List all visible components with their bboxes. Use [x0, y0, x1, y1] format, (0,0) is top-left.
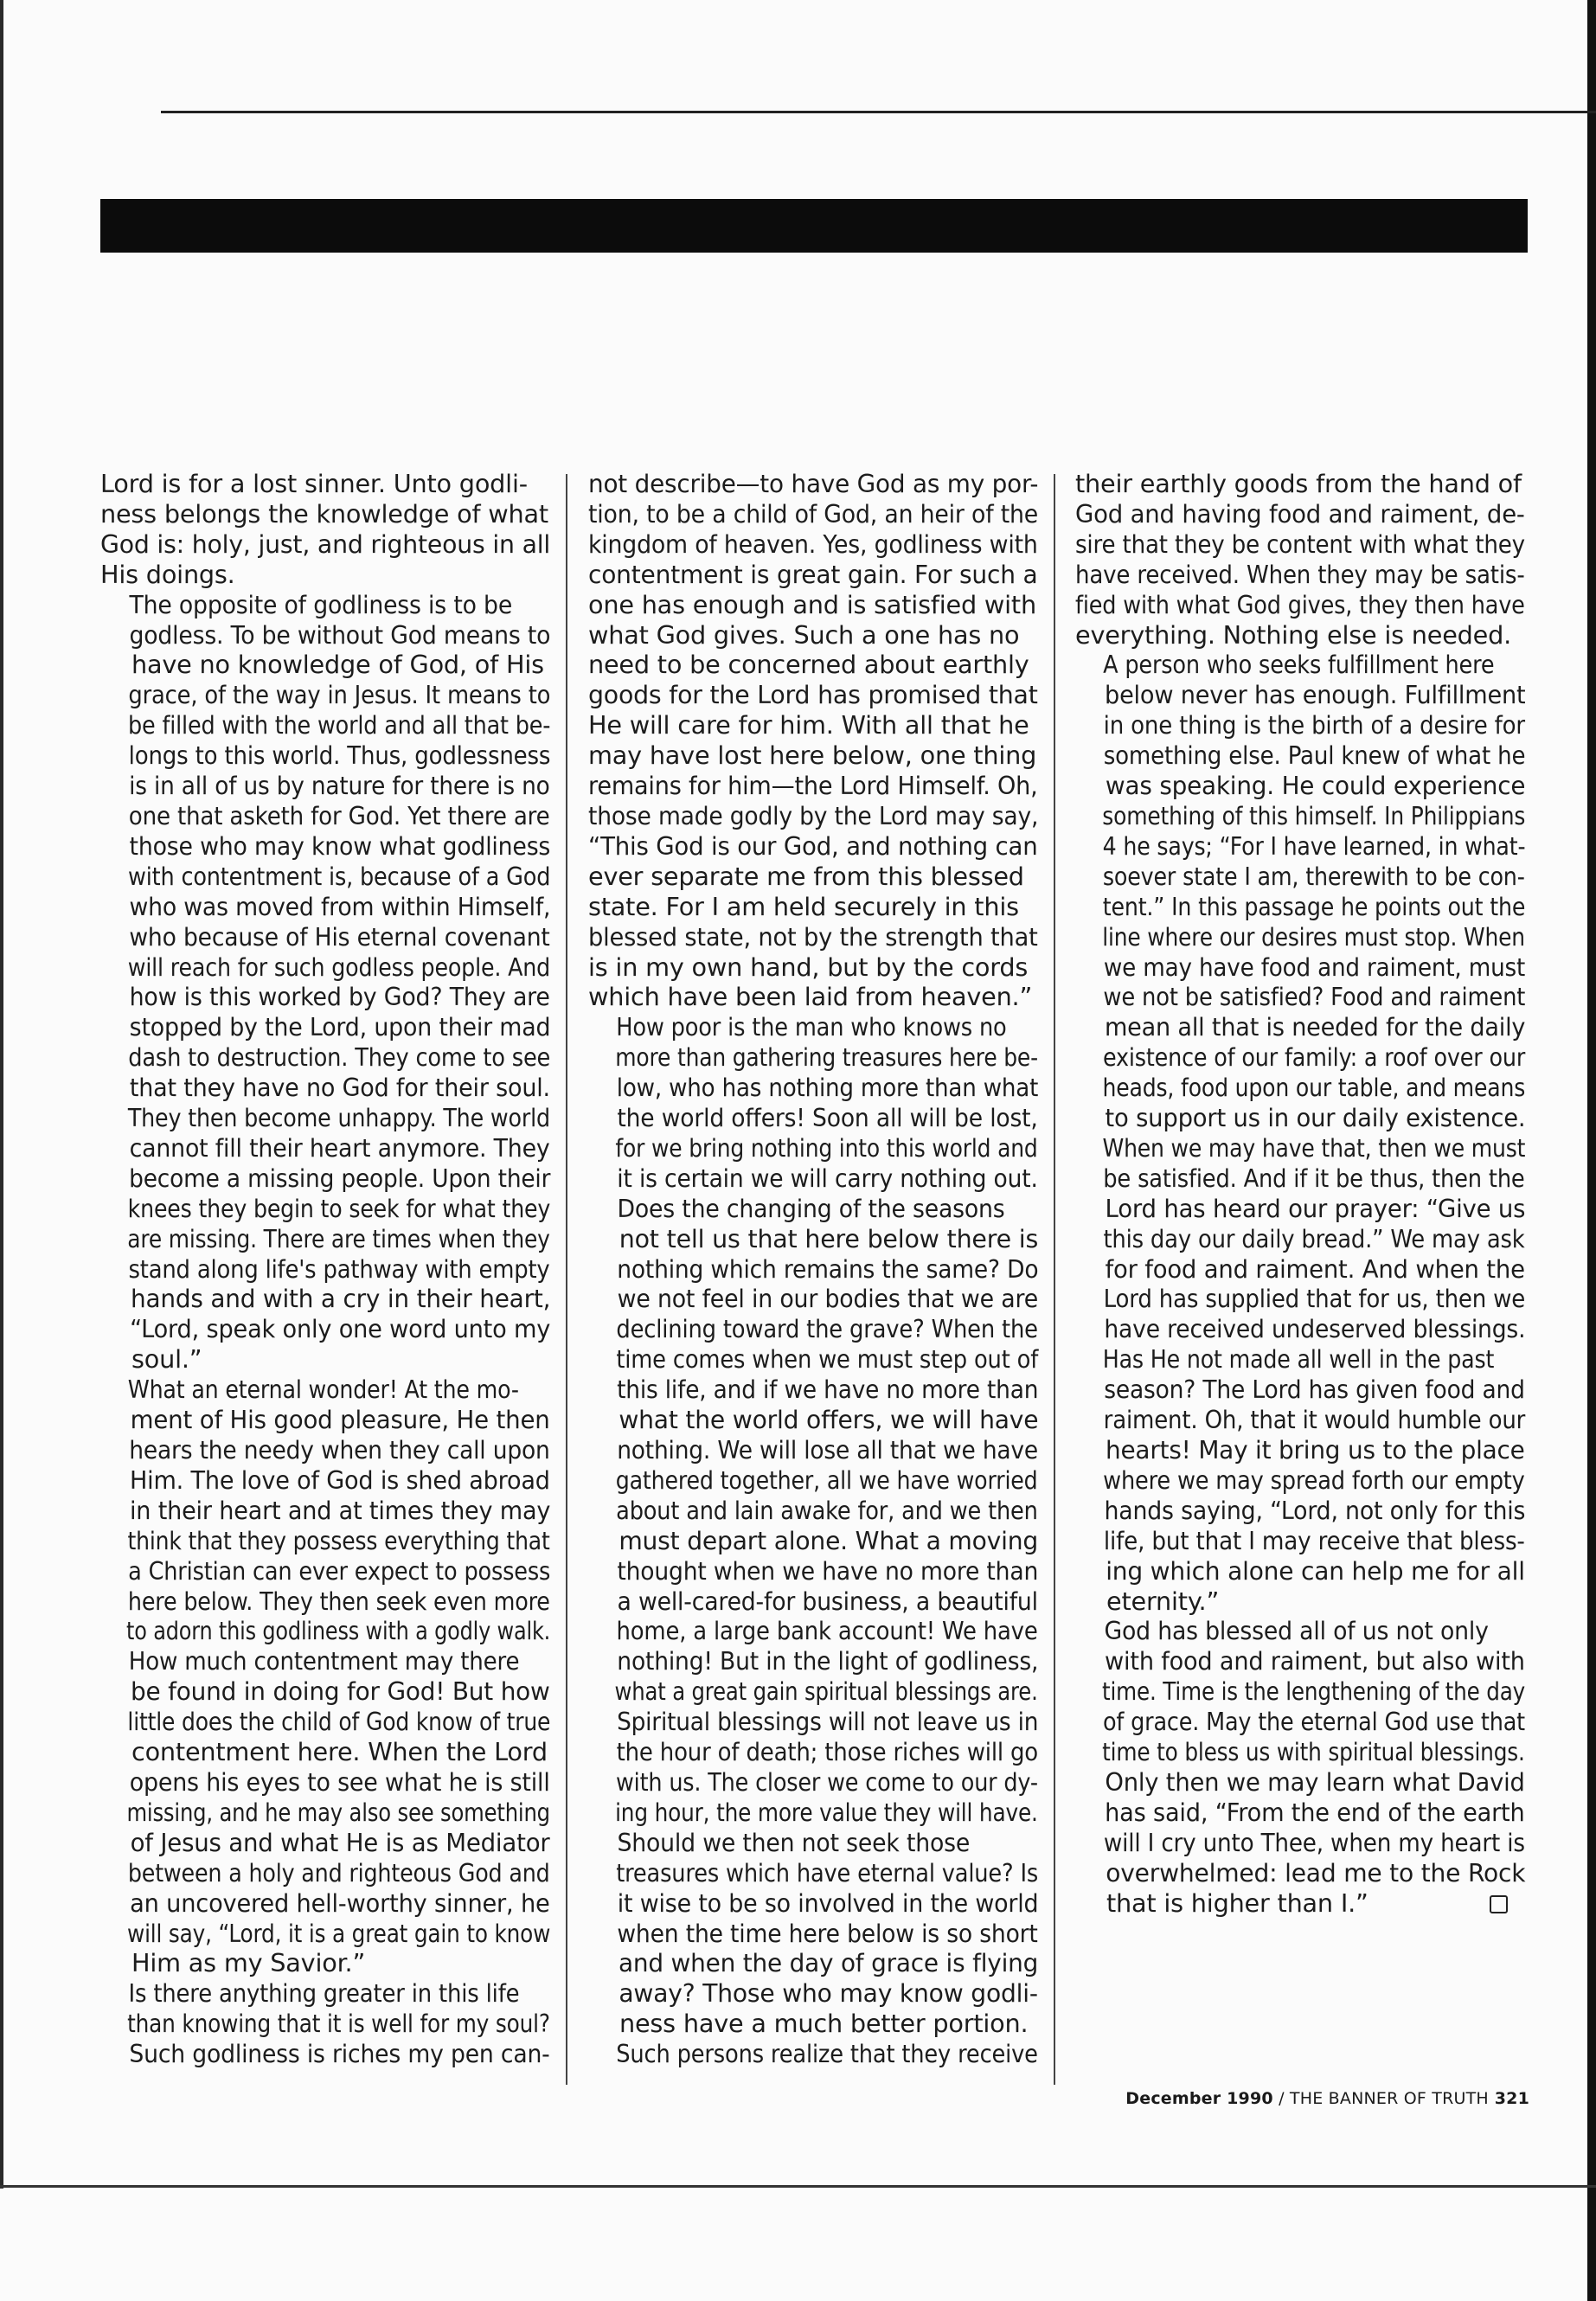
text-line: heads, food upon our table, and means — [1102, 1073, 1526, 1103]
text-line: it is certain we will carry nothing out. — [617, 1163, 1038, 1193]
text-line: How poor is the man who knows no — [616, 1012, 1007, 1042]
text-line: with contentment is, because of a God — [128, 861, 551, 891]
text-line: an uncovered hell-worthy sinner, he — [130, 1888, 550, 1918]
text-line: existence of our family: a roof over our — [1102, 1042, 1526, 1073]
text-line: He will care for him. With all that he — [588, 710, 1029, 740]
text-line: nothing. We will lose all that we have — [617, 1435, 1038, 1465]
text-line: must depart alone. What a moving — [619, 1525, 1039, 1555]
text-line: blessed state, not by the strength that — [588, 921, 1038, 952]
paragraph — [1075, 650, 1525, 1344]
text-line: raiment. Oh, that it would humble our — [1103, 1405, 1526, 1435]
text-column-3 — [1075, 469, 1525, 1919]
text-line: “This God is our God, and nothing can — [588, 830, 1038, 861]
text-line: Only then we may learn what David — [1105, 1766, 1525, 1797]
text-line: hearts! May it bring us to the place — [1105, 1435, 1525, 1465]
text-line: soever state I am, therewith to be con- — [1102, 861, 1525, 891]
text-line: this life, and if we have no more than — [617, 1375, 1039, 1405]
text-line: treasures which have eternal value? Is — [616, 1857, 1039, 1888]
text-line: when the time here below is so short — [617, 1918, 1038, 1948]
paragraph — [100, 1978, 550, 2069]
text-line: Lord has supplied that for us, then we — [1103, 1284, 1526, 1314]
text-line: what a great gain spiritual blessings are. — [614, 1676, 1038, 1707]
text-line: line where our desires must stop. When — [1102, 921, 1525, 952]
paragraph — [588, 1194, 1038, 1828]
text-line: What an eternal wonder! At the mo- — [127, 1375, 519, 1405]
paragraph — [1075, 1344, 1525, 1616]
text-line: will I cry unto Thee, when my heart is — [1103, 1827, 1525, 1857]
text-line: of grace. May the eternal God use that — [1103, 1707, 1525, 1737]
text-line: Him. The love of God is shed abroad — [129, 1465, 550, 1495]
text-line: ing which alone can help me for all — [1106, 1555, 1525, 1586]
text-line: have received undeserved blessings. — [1104, 1314, 1526, 1344]
text-line: of Jesus and what He is as Mediator — [130, 1827, 550, 1857]
text-line: overwhelmed: lead me to the Rock — [1106, 1857, 1526, 1888]
text-line: where we may spread forth our empty — [1103, 1465, 1525, 1495]
text-line: not tell us that here below there is — [619, 1223, 1039, 1253]
text-line: something of this himself. In Philippians — [1102, 800, 1526, 830]
column-rule-2 — [1054, 474, 1055, 2085]
paragraph — [100, 590, 550, 1375]
text-line: below never has enough. Fulfillment — [1105, 680, 1526, 710]
text-line: tion, to be a child of God, an heir of the — [588, 498, 1039, 529]
text-line: this day our daily bread.” We may ask — [1103, 1223, 1525, 1253]
text-line: low, who has nothing more than what — [616, 1073, 1039, 1103]
text-line: are missing. There are times when they — [127, 1223, 550, 1253]
text-line: that they have no God for their soul. — [129, 1073, 550, 1103]
text-line: think that they possess everything that — [127, 1525, 550, 1555]
text-line: one that asketh for God. Yet there are — [128, 800, 550, 830]
text-line: than knowing that it is well for my soul? — [127, 2009, 550, 2039]
text-line: Should we then not seek those — [617, 1827, 971, 1857]
text-line: Such godliness is riches my pen can- — [129, 2039, 550, 2069]
text-line: one has enough and is satisfied with — [588, 589, 1036, 619]
text-line: in one thing is the birth of a desire for — [1103, 710, 1525, 740]
text-line: ing hour, the more value they will have. — [615, 1797, 1038, 1827]
text-line: the world offers! Soon all will be lost, — [617, 1103, 1038, 1133]
text-line: something else. Paul knew of what he — [1103, 740, 1526, 771]
text-line: a well-cared-for business, a beautiful — [617, 1586, 1038, 1616]
text-line: tent.” In this passage he points out the — [1102, 891, 1526, 921]
text-line: time. Time is the lengthening of the day — [1101, 1676, 1526, 1707]
text-line: ever separate me from this blessed — [588, 861, 1024, 891]
paragraph — [100, 469, 550, 590]
end-of-article-icon — [1490, 1895, 1508, 1913]
text-line: God is: holy, just, and righteous in all — [100, 529, 551, 559]
text-line: will reach for such godless people. And — [127, 952, 551, 982]
text-line: their earthly goods from the hand of — [1075, 469, 1522, 498]
text-line: those made godly by the Lord may say, — [588, 800, 1039, 830]
text-line: hands saying, “Lord, not only for this — [1104, 1495, 1526, 1525]
text-line: A person who seeks fulfillment here — [1103, 650, 1495, 680]
text-line: sire that they be content with what they — [1075, 529, 1525, 559]
text-line: nothing! But in the light of godliness, — [617, 1646, 1039, 1676]
text-line: that is higher than I.” — [1075, 1888, 1525, 1919]
text-line: stopped by the Lord, upon their mad — [129, 1012, 551, 1042]
text-line: God and having food and raiment, de- — [1075, 498, 1525, 529]
text-line: contentment is great gain. For such a — [588, 559, 1038, 589]
text-line: state. For I am held securely in this — [588, 891, 1019, 921]
text-line: everything. Nothing else is needed. — [1075, 619, 1512, 650]
text-line: life, but that I may receive that bless- — [1103, 1525, 1525, 1555]
text-line: was speaking. He could experience — [1105, 771, 1526, 801]
text-line: contentment here. When the Lord — [131, 1737, 548, 1767]
text-line: has said, “From the end of the earth — [1105, 1797, 1525, 1827]
text-line: dash to destruction. They come to see — [128, 1042, 551, 1073]
text-line: Such persons realize that they receive — [616, 2039, 1038, 2069]
text-line: who because of His eternal covenant — [129, 921, 550, 952]
text-line: is in all of us by nature for there is no — [129, 771, 550, 801]
text-line: be found in doing for God! But how — [130, 1676, 550, 1707]
text-line: for food and raiment. And when the — [1105, 1253, 1525, 1284]
text-line: about and lain awake for, and we then — [616, 1495, 1038, 1525]
text-column-1 — [100, 469, 550, 2069]
text-line: knees they begin to seek for what they — [127, 1193, 551, 1223]
text-line: what the world offers, we will have — [619, 1405, 1039, 1435]
text-line: God has blessed all of us not only — [1104, 1616, 1489, 1646]
text-line: They then become unhappy. The world — [127, 1103, 550, 1133]
text-line: away? Those who may know godli- — [619, 1978, 1038, 2009]
paragraph — [588, 1828, 1038, 2069]
text-line: with us. The closer we come to our dy- — [616, 1766, 1038, 1797]
text-line: need to be concerned about earthly — [588, 650, 1029, 680]
text-line: to support us in our daily existence. — [1105, 1103, 1526, 1133]
text-line: home, a large bank account! We have — [616, 1616, 1038, 1646]
text-line: become a missing people. Upon their — [129, 1163, 551, 1193]
text-line: Lord is for a lost sinner. Unto godli- — [100, 469, 528, 498]
text-line: more than gathering treasures here be- — [615, 1042, 1038, 1073]
paragraph — [100, 1646, 550, 1978]
page-left-edge — [0, 0, 3, 2189]
text-line: Him as my Savior.” — [131, 1948, 366, 1978]
text-line: soul.” — [131, 1344, 202, 1375]
text-line: Spiritual blessings will not leave us in — [617, 1707, 1039, 1737]
text-line: “Lord, speak only one word unto my — [130, 1314, 551, 1344]
text-line: kingdom of heaven. Yes, godliness with — [588, 529, 1038, 559]
text-line: goods for the Lord has promised that — [588, 680, 1038, 710]
text-line: be satisfied. And if it be thus, then the — [1103, 1163, 1525, 1193]
text-line: thought when we have no more than — [617, 1555, 1039, 1586]
text-line: stand along life's pathway with empty — [128, 1253, 550, 1284]
text-line: and when the day of grace is flying — [618, 1948, 1039, 1978]
text-line: nothing which remains the same? Do — [617, 1253, 1039, 1284]
text-line: Lord has heard our prayer: “Give us — [1105, 1193, 1526, 1223]
text-line: eternity.” — [1106, 1586, 1220, 1616]
text-line: we may have food and raiment, must — [1103, 952, 1526, 982]
text-line: have received. When they may be satis- — [1075, 559, 1525, 589]
text-line: here below. They then seek even more — [127, 1586, 550, 1616]
bottom-rule — [0, 2185, 1596, 2188]
text-line: will say, “Lord, it is a great gain to know — [127, 1918, 551, 1948]
text-line: with food and raiment, but also with — [1105, 1646, 1525, 1676]
text-line: How much contentment may there — [128, 1646, 520, 1676]
text-line: ness belongs the knowledge of what — [100, 498, 548, 529]
text-line: 4 he says; “For I have learned, in what- — [1102, 830, 1526, 861]
text-line: Is there anything greater in this life — [128, 1978, 520, 2009]
text-line: When we may have that, then we must — [1102, 1132, 1526, 1163]
text-line: how is this worked by God? They are — [129, 982, 550, 1012]
text-line: the hour of death; those riches will go — [616, 1737, 1039, 1767]
text-line: hears the needy when they call upon — [129, 1435, 550, 1465]
page-right-edge — [1587, 0, 1596, 2301]
text-line: declining toward the grave? When the — [616, 1314, 1038, 1344]
text-line: little does the child of God know of true — [127, 1707, 551, 1737]
column-rule-1 — [566, 474, 567, 2085]
text-line: cannot fill their heart anymore. They — [129, 1132, 550, 1163]
top-rule — [161, 111, 1596, 113]
text-line: missing, and he may also see something — [126, 1797, 550, 1827]
text-line: is in my own hand, but by the cords — [588, 952, 1029, 982]
text-line: what God gives. Such a one has no — [588, 619, 1020, 650]
footer-page-number: 321 — [1494, 2089, 1529, 2108]
text-column-2 — [588, 469, 1038, 2069]
text-line: Has He not made all well in the past — [1102, 1344, 1495, 1375]
text-line: Does the changing of the seasons — [617, 1193, 1005, 1223]
text-line: we not feel in our bodies that we are — [617, 1284, 1038, 1314]
text-line: be filled with the world and all that be- — [128, 710, 551, 740]
footer-date: December 1990 — [1125, 2089, 1273, 2108]
text-line: time to bless us with spiritual blessings. — [1102, 1737, 1525, 1767]
footer-separator: / — [1272, 2089, 1290, 2108]
text-line: ness have a much better portion. — [619, 2009, 1029, 2039]
text-line: for we bring nothing into this world and — [615, 1132, 1038, 1163]
text-line: in their heart and at times they may — [129, 1495, 551, 1525]
paragraph — [1075, 469, 1525, 650]
text-line: His doings. — [100, 559, 235, 589]
text-line: those who may know what godliness — [129, 830, 551, 861]
text-line: it wise to be so involved in the world — [617, 1888, 1039, 1918]
text-line: The opposite of godliness is to be — [129, 589, 513, 619]
text-line: fied with what God gives, they then have — [1075, 589, 1525, 619]
text-line: gathered together, all we have worried — [615, 1465, 1038, 1495]
text-line: ment of His good pleasure, He then — [130, 1405, 550, 1435]
paragraph — [588, 469, 1038, 1012]
text-line: to adorn this godliness with a godly walk. — [126, 1616, 551, 1646]
text-line: between a holy and righteous God and — [127, 1857, 550, 1888]
text-line: remains for him—the Lord Himself. Oh, — [588, 771, 1038, 801]
text-line: grace, of the way in Jesus. It means to — [128, 680, 551, 710]
paragraph — [1075, 1616, 1525, 1918]
text-line: a Christian can ever expect to possess — [128, 1555, 551, 1586]
paragraph — [100, 1375, 550, 1646]
text-line: who was moved from within Himself, — [129, 891, 551, 921]
text-line: hands and with a cry in their heart, — [130, 1284, 551, 1314]
text-line: not describe—to have God as my por- — [588, 469, 1039, 498]
text-line: which have been laid from heaven.” — [588, 982, 1033, 1012]
text-line: godless. To be without God means to — [129, 619, 551, 650]
text-line: may have lost here below, one thing — [588, 740, 1037, 771]
footer-publication: THE BANNER OF TRUTH — [1289, 2089, 1489, 2108]
text-line: mean all that is needed for the daily — [1104, 1012, 1526, 1042]
text-line: opens his eyes to see what he is still — [129, 1766, 550, 1797]
text-line: we not be satisfied? Food and raiment — [1103, 982, 1526, 1012]
text-line: longs to this world. Thus, godlessness — [128, 740, 551, 771]
paragraph — [588, 1012, 1038, 1193]
text-line: have no knowledge of God, of His — [131, 650, 544, 680]
text-line: time comes when we must step out of — [616, 1344, 1039, 1375]
header-banner-bar — [100, 199, 1528, 253]
page-footer — [1080, 2089, 1529, 2108]
text-line: season? The Lord has given food and — [1104, 1375, 1525, 1405]
